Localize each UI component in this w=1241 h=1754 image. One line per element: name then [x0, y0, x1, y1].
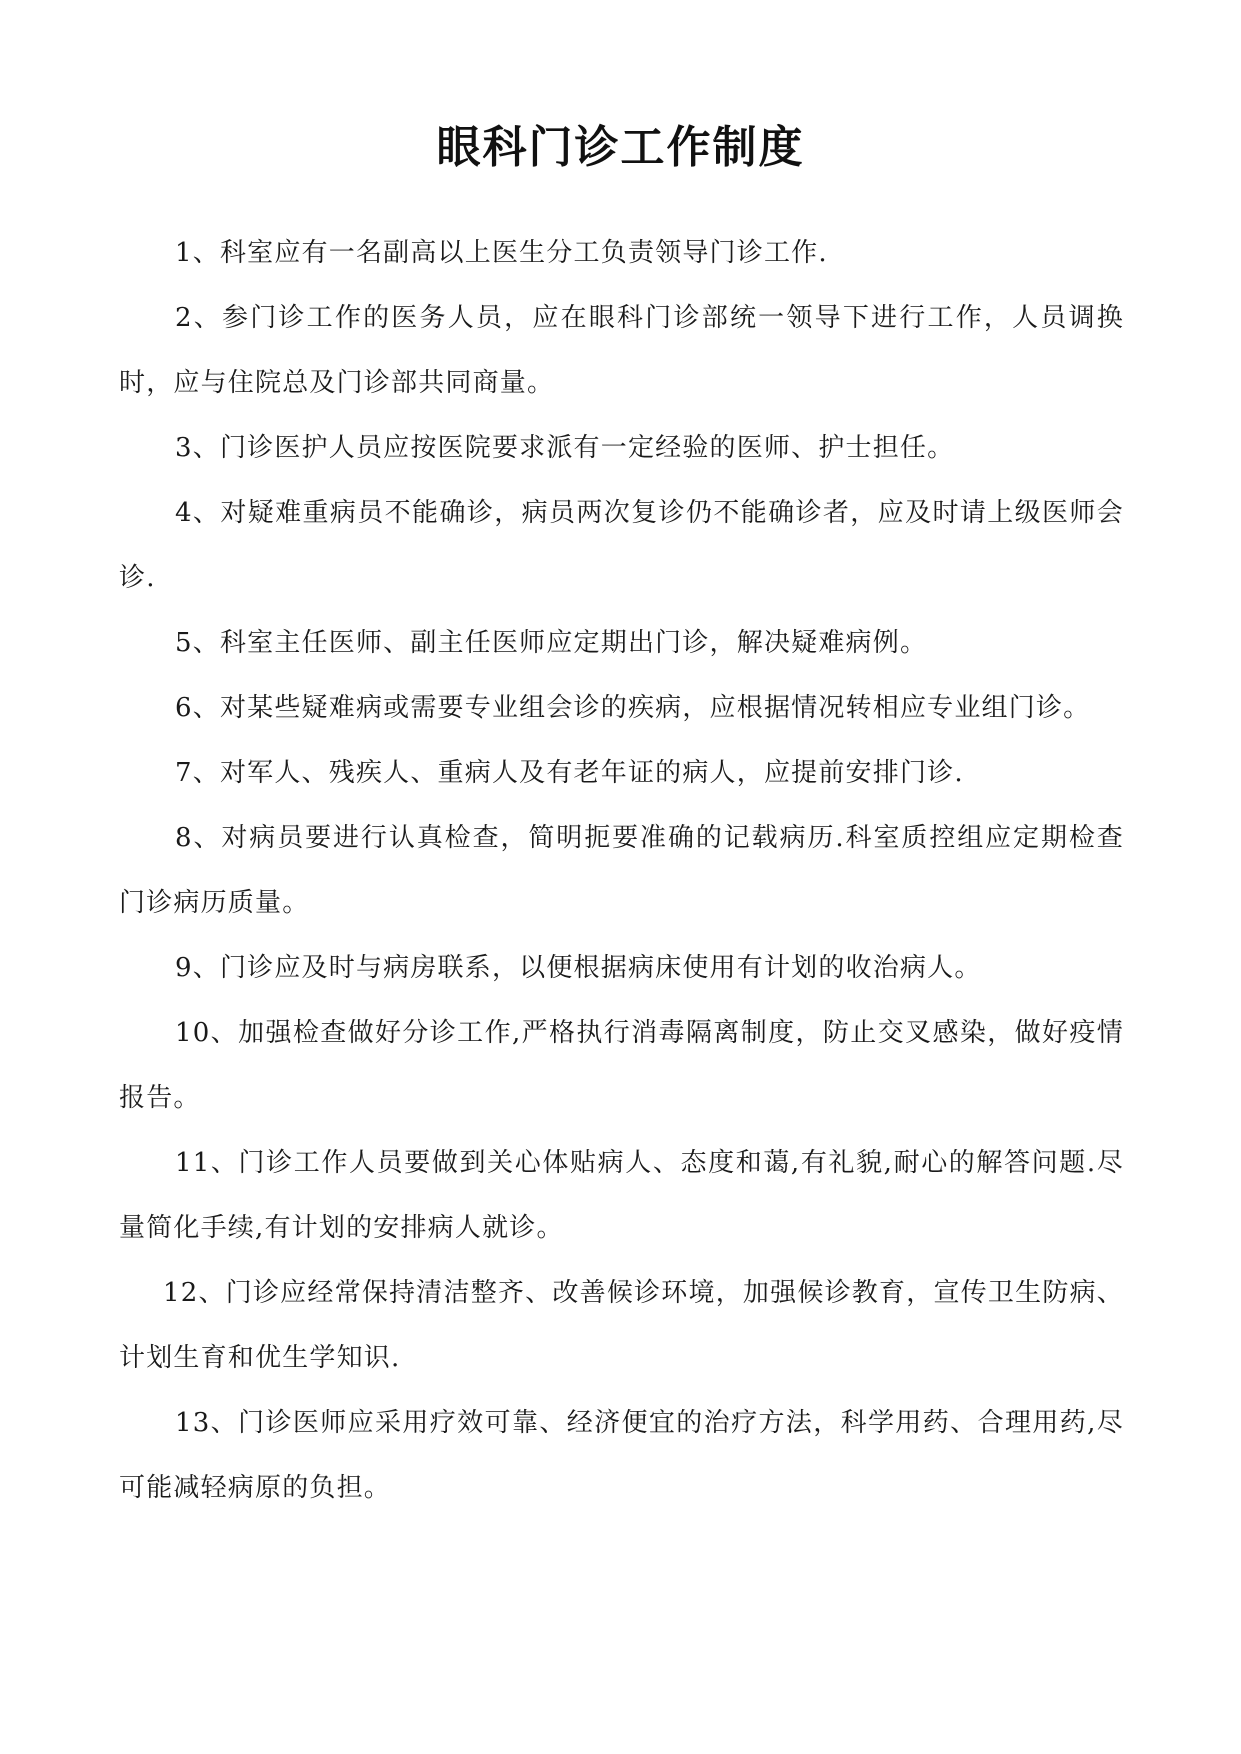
paragraph-11: 11、门诊工作人员要做到关心体贴病人、态度和蔼,有礼貌,耐心的解答问题.尽量简化手续,有计划的安排病人就诊。: [119, 1148, 1124, 1243]
document-body: [119, 221, 1124, 1521]
paragraph-1: 1、科室应有一名副高以上医生分工负责领导门诊工作.: [175, 238, 828, 268]
paragraph-5: 5、科室主任医师、副主任医师应定期出门诊，解决疑难病例。: [175, 628, 928, 658]
paragraph-4: 4、对疑难重病员不能确诊，病员两次复诊仍不能确诊者，应及时请上级医师会诊.: [119, 498, 1124, 593]
paragraph-9: 9、门诊应及时与病房联系，以便根据病床使用有计划的收治病人。: [175, 953, 982, 983]
document-title: 眼科门诊工作制度: [436, 122, 805, 173]
paragraph-13: 13、门诊医师应采用疗效可靠、经济便宜的治疗方法，科学用药、合理用药,尽可能减轻病原的负担。: [119, 1408, 1124, 1503]
paragraph-3: 3、门诊医护人员应按医院要求派有一定经验的医师、护士担任。: [175, 433, 955, 463]
paragraph-7: 7、对军人、残疾人、重病人及有老年证的病人，应提前安排门诊.: [175, 758, 964, 788]
paragraph-8: 8、对病员要进行认真检查，简明扼要准确的记载病历.科室质控组应定期检查门诊病历质量。: [119, 823, 1124, 918]
paragraph-10: 10、加强检查做好分诊工作,严格执行消毒隔离制度，防止交叉感染，做好疫情报告。: [119, 1018, 1124, 1113]
paragraph-12: 12、门诊应经常保持清洁整齐、改善候诊环境，加强候诊教育，宣传卫生防病、计划生育和优生学知识.: [119, 1278, 1124, 1373]
paragraph-6: 6、对某些疑难病或需要专业组会诊的疾病，应根据情况转相应专业组门诊。: [175, 693, 1091, 723]
paragraph-2: 2、参门诊工作的医务人员，应在眼科门诊部统一领导下进行工作，人员调换时，应与住院总及门诊部共同商量。: [119, 303, 1124, 398]
